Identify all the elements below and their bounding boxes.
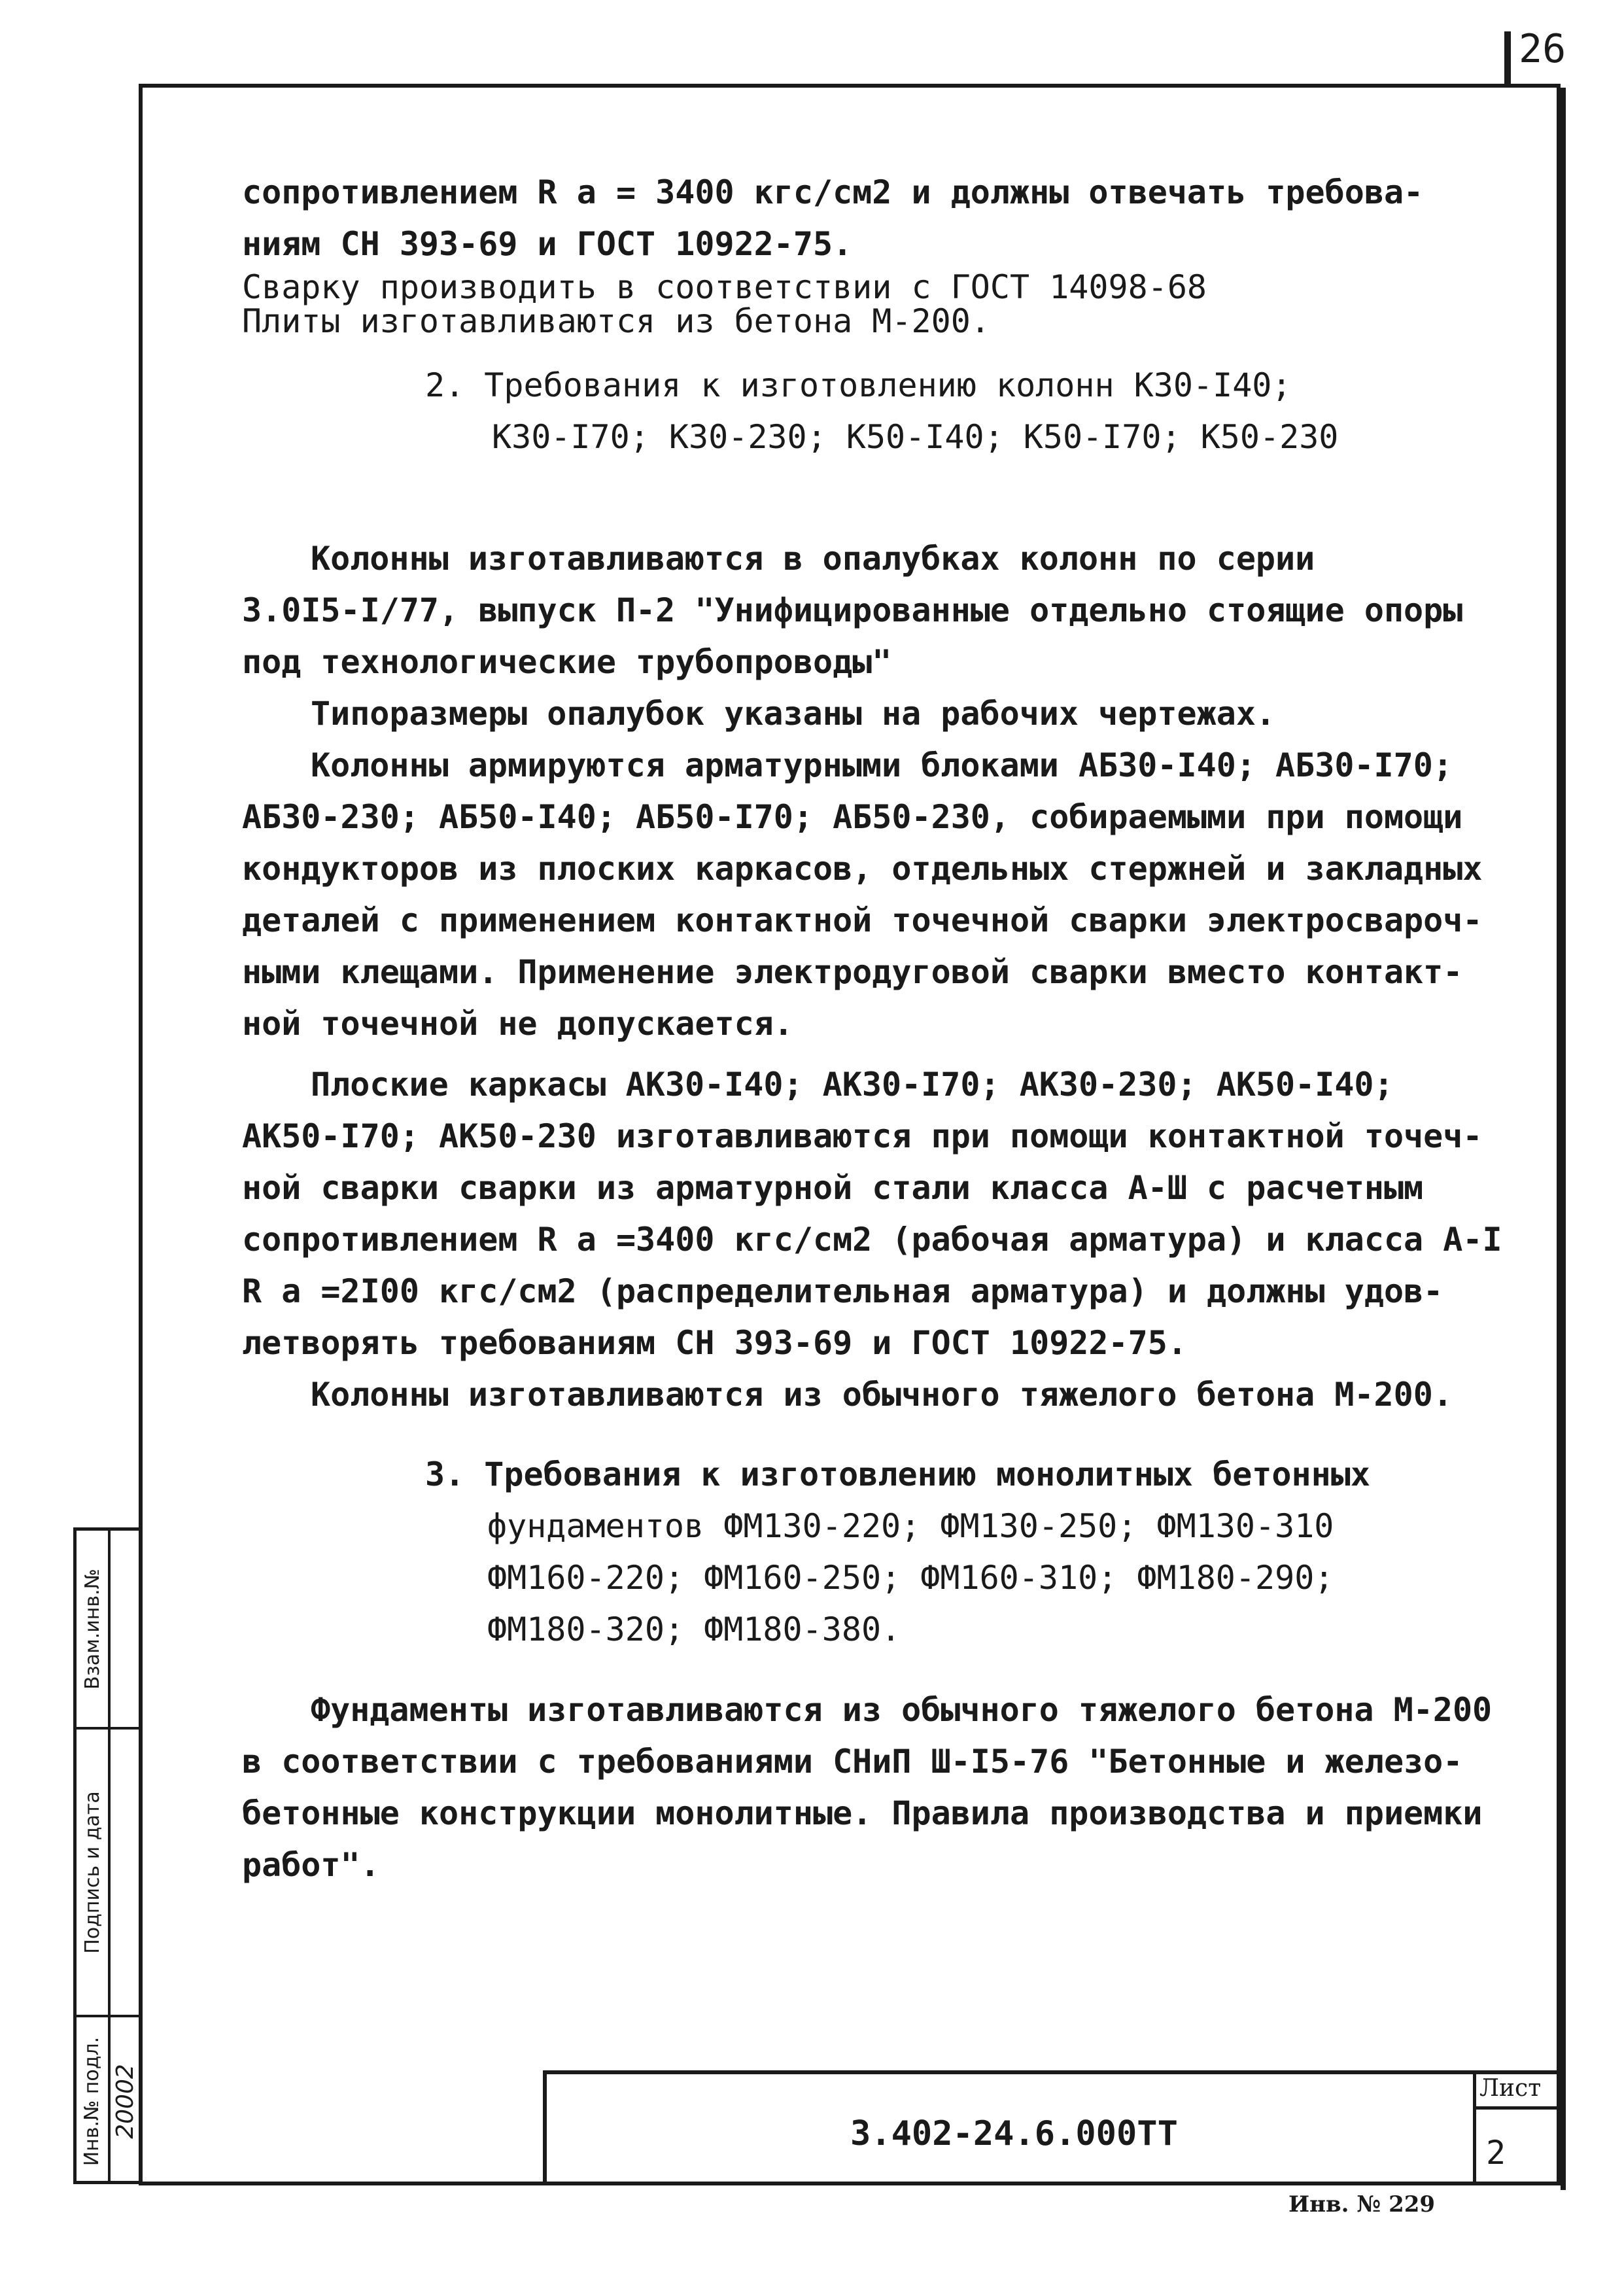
sheet-number: 2 [1486, 2134, 1506, 2172]
section2-para4-line: АК50-I70; АК50-230 изготавливаются при помощи контактной точеч- [242, 1117, 1483, 1155]
inventory-number: Инв. № 229 [1288, 2191, 1436, 2218]
section2-para4-line: летворять требованиям СН 393-69 и ГОСТ 10922-75. [242, 1324, 1187, 1362]
heading-3-line: 3. Требования к изготовлению монолитных бетонных [425, 1455, 1370, 1493]
heading-3-line: ФМ180-320; ФМ180-380. [487, 1610, 901, 1648]
page-number-mark [1504, 31, 1511, 84]
section2-para4-line: сопротивлением R а =3400 кгс/см2 (рабочая арматура) и класса А-I [242, 1221, 1502, 1259]
section2-para4-line: Плоские каркасы АК30-I40; АК30-I70; АК30-230; АК50-I40; [311, 1066, 1394, 1104]
inv-podl-value: 20002 [111, 2063, 139, 2139]
section2-para3-line: ной точечной не допускается. [242, 1005, 793, 1043]
section2-para1-line: 3.0I5-I/77, выпуск П-2 "Унифицированные отдельно стоящие опоры [242, 591, 1463, 629]
heading-3-line: фундаментов ФМ130-220; ФМ130-250; ФМ130-310 [487, 1507, 1334, 1545]
section2-para4-line: ной сварки сварки из арматурной стали класса А-Ш с расчетным [242, 1169, 1424, 1207]
section2-text [242, 533, 1537, 1421]
section2-para4-line: R а =2I00 кгс/см2 (распределительная арматура) и должны удов- [242, 1272, 1443, 1310]
section1-text [242, 167, 1537, 338]
section3-line: Фундаменты изготавливаются из обычного тяжелого бетона М-200 [311, 1691, 1493, 1729]
podpis-label: Подпись и дата [80, 1790, 104, 1954]
page-number: 26 [1519, 26, 1566, 72]
section2-para2: Типоразмеры опалубок указаны на рабочих чертежах. [311, 695, 1276, 733]
heading-2-line1: 2. Требования к изготовлению колонн К30-I40; [425, 366, 1292, 404]
section2-para1-line: под технологические трубопроводы" [242, 643, 892, 681]
heading-2 [425, 360, 1338, 463]
section3-text [242, 1684, 1537, 1891]
section2-para3-line: Колонны армируются арматурными блоками АБ30-I40; АБ30-I70; [311, 746, 1453, 784]
section2-para5: Колонны изготавливаются из обычного тяжелого бетона М-200. [311, 1376, 1453, 1414]
vzam-label: Взам.инв.№ [80, 1568, 104, 1690]
heading-3-line: ФМ160-220; ФМ160-250; ФМ160-310; ФМ180-290; [487, 1559, 1334, 1597]
section2-para3-line: ными клещами. Применение электродуговой сварки вместо контакт- [242, 953, 1463, 991]
section3-line: в соответствии с требованиями СНиП Ш-I5-76 "Бетонные и железо- [242, 1743, 1463, 1781]
section1-line: ниям СН 393-69 и ГОСТ 10922-75. [242, 225, 853, 263]
heading-3 [425, 1449, 1370, 1656]
section3-line: бетонные конструкции монолитные. Правила производства и приемки [242, 1794, 1483, 1832]
frame-edge [1561, 88, 1566, 2190]
section2-para3-line: АБ30-230; АБ50-I40; АБ50-I70; АБ50-230, собираемыми при помощи [242, 798, 1463, 836]
sheet-cell-divider [1473, 2106, 1561, 2110]
section2-para1-line: Колонны изготавливаются в опалубках колонн по серии [311, 540, 1315, 578]
inv-podl-label: Инв.№ подл. [80, 2036, 104, 2166]
section3-line: работ". [242, 1846, 380, 1884]
section1-line: Плиты изготавливаются из бетона М-200. [242, 302, 990, 340]
section2-para3-line: кондукторов из плоских каркасов, отдельных стержней и закладных [242, 850, 1483, 888]
section1-line: Сварку производить в соответствии с ГОСТ 14098-68 [242, 268, 1207, 306]
section2-para3-line: деталей с применением контактной точечной сварки электросвароч- [242, 901, 1483, 939]
side-stamp [73, 1527, 139, 2184]
sheet-label: Лист [1479, 2075, 1542, 2102]
section1-line: сопротивлением R а = 3400 кгс/см2 и должны отвечать требова- [242, 173, 1424, 211]
heading-2-line2: К30-I70; К30-230; К50-I40; К50-I70; К50-230 [492, 418, 1339, 456]
document-code: 3.402-24.6.000ТТ [850, 2114, 1178, 2153]
